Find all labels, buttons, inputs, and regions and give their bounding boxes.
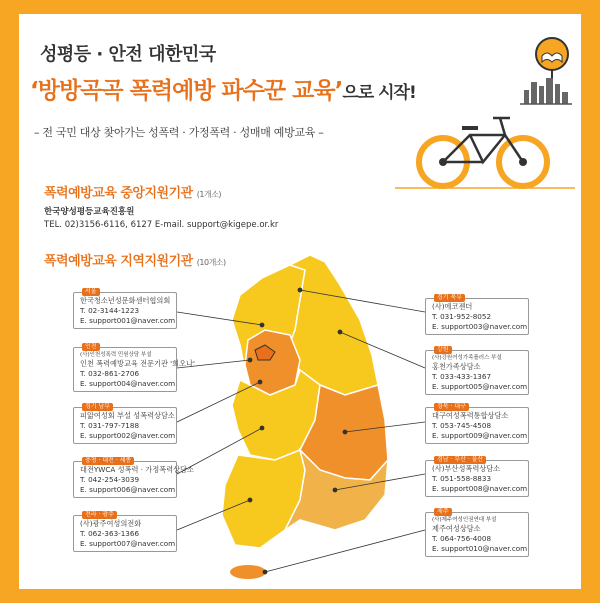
central-contact: TEL. 02)3156-6116, 6127 E-mail. support@kigepe.or.kr xyxy=(44,220,279,230)
center-tel: T. 051-558-8833 xyxy=(432,474,492,483)
center-name: 대전YWCA 성폭력 · 가정폭력상담소 xyxy=(80,465,194,474)
center-email: E. support007@naver.com xyxy=(80,539,176,548)
jeju-island xyxy=(230,565,266,579)
center-tel: T. 042-254-3039 xyxy=(80,475,140,484)
central-heading xyxy=(44,182,221,201)
center-box-jeolla xyxy=(73,511,177,552)
region-tag: 경남 · 부산 · 울산 xyxy=(434,456,486,464)
region-tag: 제주 xyxy=(434,508,452,516)
center-box-jeju xyxy=(425,508,529,557)
central-heading-text: 폭력예방교육 중앙지원기관 xyxy=(44,186,193,201)
center-box-incheon xyxy=(73,343,195,392)
center-email: E. support010@naver.com xyxy=(432,544,528,553)
center-name: 제주여성상담소 xyxy=(432,524,481,533)
center-tel: T. 032-861-2706 xyxy=(80,369,140,378)
center-tel: T. 02-3144-1223 xyxy=(80,306,140,315)
main-title-text: ‘방방곡곡 폭력예방 파수꾼 교육’ xyxy=(30,78,343,104)
region-tag: 강원 xyxy=(434,346,452,354)
main-title-tail: 으로 시작! xyxy=(342,83,416,103)
subtitle: – 전 국민 대상 찾아가는 성폭력 · 가정폭력 · 성매매 예방교육 – xyxy=(34,126,324,139)
center-name: 한국청소년성문화센터협의회 xyxy=(80,296,171,305)
center-box-gyeongnam xyxy=(425,456,529,497)
center-tel: T. 033-433-1367 xyxy=(432,372,492,381)
center-box-gyeonggi-north xyxy=(425,294,529,335)
region-tag: 경북 · 대구 xyxy=(434,403,469,411)
center-email: E. support009@naver.com xyxy=(432,431,528,440)
center-tel: T. 031-952-8052 xyxy=(432,312,492,321)
center-name-small: (사)제주여성인권연대 부설 xyxy=(432,517,497,523)
center-box-gyeonggi-south xyxy=(73,403,177,444)
center-name: (사)부산성폭력상담소 xyxy=(432,464,501,473)
region-tag: 전라 · 광주 xyxy=(82,511,117,519)
center-email: E. support002@naver.com xyxy=(80,431,176,440)
center-email: E. support004@naver.com xyxy=(80,379,176,388)
center-email: E. support006@naver.com xyxy=(80,485,176,494)
bicycle-icon xyxy=(395,118,575,188)
center-name: 피앎여성회 부설 성폭력상담소 xyxy=(80,411,175,420)
center-name-small: (사)인천성폭력 민원상담 부설 xyxy=(80,352,152,358)
central-org-info xyxy=(44,206,278,232)
center-name: 대구여성폭력통합상담소 xyxy=(432,411,509,420)
center-email: E. support003@naver.com xyxy=(432,322,528,331)
region-tag: 서울 xyxy=(82,288,100,296)
main-title xyxy=(30,72,416,105)
regional-heading xyxy=(44,250,226,269)
regional-count: (10개소) xyxy=(196,258,226,267)
region-tag: 경기 남부 xyxy=(82,403,113,411)
center-box-gyeongbuk xyxy=(425,403,529,444)
title-line1: 성평등 · 안전 대한민국 xyxy=(40,44,216,65)
center-email: E. support001@naver.com xyxy=(80,316,176,325)
center-tel: T. 031-797-7188 xyxy=(80,421,140,430)
center-box-gangwon xyxy=(425,346,529,395)
region-tag: 경기 북부 xyxy=(434,294,465,302)
regional-heading-text: 폭력예방교육 지역지원기관 xyxy=(44,254,193,269)
center-email: E. support005@naver.com xyxy=(432,382,528,391)
central-count: (1개소) xyxy=(196,190,222,199)
center-name: (사)에코젠더 xyxy=(432,302,473,311)
central-org-name: 한국양성평등교육진흥원 xyxy=(44,207,135,217)
region-tag: 인천 xyxy=(82,343,100,351)
center-box-chungcheong xyxy=(73,457,194,498)
center-name-small: (사)강원여성가족플러스 부설 xyxy=(432,355,502,361)
center-tel: T. 062-363-1366 xyxy=(80,529,140,538)
center-box-seoul xyxy=(73,288,177,329)
center-name: 인천 폭력예방교육 전문기관 '희오나' xyxy=(80,359,195,368)
center-tel: T. 064-756-4008 xyxy=(432,534,492,543)
center-name: 홍천가족상담소 xyxy=(432,362,481,371)
city-buildings-icon xyxy=(520,78,572,104)
center-tel: T. 053-745-4508 xyxy=(432,421,492,430)
center-name: (사)광주여성의전화 xyxy=(80,519,142,528)
region-tag: 충청 · 대전 · 세종 xyxy=(82,457,134,465)
center-email: E. support008@naver.com xyxy=(432,484,528,493)
